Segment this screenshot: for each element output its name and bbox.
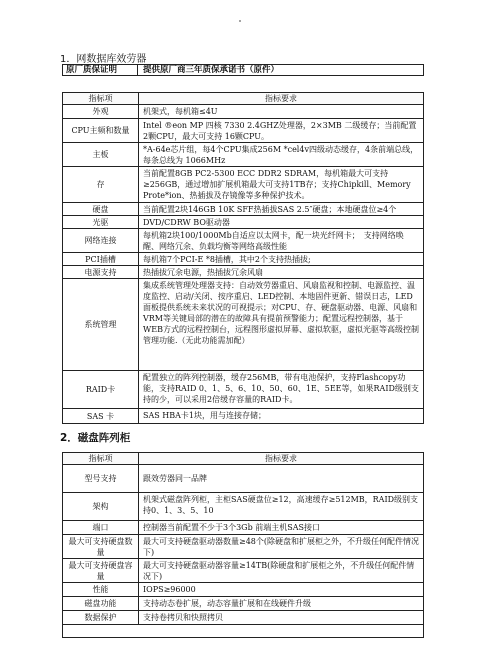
t2-row-item: 性能 [63, 583, 139, 597]
t1-row-req: DVD/CDRW BO驱动器 [139, 216, 423, 229]
t2-row-req: IOPS≥96000 [139, 583, 423, 597]
t1-header-req: 指标要求 [139, 93, 423, 105]
t2-row-req: 最大可支持硬盘驱动器数量≥48个(除硬盘和扩展柜之外，不升级任何配件情况下) [139, 535, 423, 559]
t1-row-req: 每机箱2块100/1000Mb自适应以太网卡，配一块光纤网卡； 支持网络唤醒、网络冗余、负载均衡等网络高级性能 [139, 229, 423, 253]
t2-row-req: 支持卷拷贝和快照拷贝 [139, 611, 423, 625]
t2-row-item: 型号支持 [63, 465, 139, 493]
t2-row-req: 跟效劳器同一品牌 [139, 465, 423, 493]
t2-row-item: 最大可支持硬盘容量 [63, 559, 139, 583]
section2-title: 2．磁盘阵列柜 [60, 432, 131, 444]
t1-row-req: Intel ®eon MP 四核 7330 2.4GHZ处理器，2×3MB 二级缓存；当前配置 2颗CPU，最大可支持 16颗CPU。 [139, 119, 423, 143]
t1-row-item: 电源支持 [63, 266, 139, 279]
t1-row-item: 硬盘 [63, 203, 139, 216]
t1-row-item: 系统管理 [63, 279, 139, 371]
t2-row-item: 架构 [63, 493, 139, 521]
guarantee-label: 原厂质保证明 [66, 65, 118, 75]
t1-row-item: 网络连接 [63, 229, 139, 253]
section1-title: 1．网数据库效劳器 [60, 54, 147, 65]
t2-header-item: 指标项 [63, 453, 139, 465]
t2-row-item: 磁盘功能 [63, 597, 139, 611]
t1-row-item: 主板 [63, 143, 139, 167]
t1-row-item: 光驱 [63, 216, 139, 229]
t1-header-item: 指标项 [63, 93, 139, 105]
guarantee-bar [62, 64, 424, 76]
t1-row-req: 机架式，每机箱≤4U [139, 105, 423, 119]
disk-array-spec-table [62, 452, 424, 638]
t1-row-item: RAID卡 [63, 371, 139, 409]
t1-row-item: 存 [63, 167, 139, 203]
t1-row-req: *A-64e芯片组，每4个CPU集成256M *cel4v四级动态缓存，4条前端总线，每条总线为 1066MHz [139, 143, 423, 167]
t2-row-item: 数据保护 [63, 611, 139, 625]
t2-row-item: 最大可支持硬盘数量 [63, 535, 139, 559]
t2-row-req: 支持动态卷扩展，动态容量扩展和在线硬件升级 [139, 597, 423, 611]
t2-header-req: 指标要求 [139, 453, 423, 465]
t1-row-req: 每机箱7个PCI-E *8插槽，其中2个支持热插拔; [139, 253, 423, 266]
t2-row-item: 端口 [63, 521, 139, 535]
t1-row-req: 当前配置2块146GB 10K SFF热插拔SAS 2.5″硬盘；本地硬盘位≥4个 [139, 203, 423, 216]
guarantee-value: 提供原厂商三年质保承诺书（原件） [143, 65, 280, 75]
t1-row-item: SAS 卡 [63, 409, 139, 423]
guarantee-divider [137, 65, 138, 75]
t1-row-req: 当前配置8GB PC2-5300 ECC DDR2 SDRAM，每机箱最大可支持≥256GB，通过增加扩展机箱最大可支持1TB存；支持Chipkill、Memory Prote*ion、热插拔及存镜像等多种保护技术。 [139, 167, 423, 203]
t1-row-item: CPU主频和数量 [63, 119, 139, 143]
t2-row-req: 控制器当前配置不少于3个3Gb 前端主机SAS接口 [139, 521, 423, 535]
t1-row-req: 配置独立的阵列控制器，缓存256MB，带有电池保护，支持Flashcopy功能，支持RAID 0、1、5、6、10、50、60、1E、5EE等，如果RAID级别支持的少，可以采用2倍缓存容量的RAID卡。 [139, 371, 423, 409]
t1-row-item: PCI插槽 [63, 253, 139, 266]
page-dot-mark [239, 20, 241, 22]
t1-row-req: SAS HBA卡1块，用与连接存储； [143, 411, 267, 420]
t2-row-req: 最大可支持硬盘驱动器容量≥14TB(除硬盘和扩展柜之外，不升级任何配件情况下) [139, 559, 423, 583]
t1-row-req: 热插拔冗余电源，热插拔冗余风扇 [139, 266, 423, 279]
t2-row-req: 机架式磁盘阵列柜，主柜SAS硬盘位≥12，高速缓存≥512MB，RAID级别支持0、1、3、5、10 [139, 493, 423, 521]
t1-row-item: 外观 [63, 105, 139, 119]
server-spec-table [62, 92, 424, 424]
t1-row-req: 集成系统管理处理器支持：自动效劳器重启、风扇监视和控制、电源监控、温度监控、启动/关闭、按序重启、LED控制、本地固件更新、错误日志，LED面板提供系统未来状况的可视提示；对CPU、存、硬盘驱动器、电源、风扇和VRM等关键局部的潜在的故障具有提前预警能力；配置远程控制器，基于WEB方式的远程控制台，远程图形虚拟屏幕、虚拟软驱，虚拟光驱等高级控制管理功能.（无此功能需加配） [139, 279, 423, 371]
